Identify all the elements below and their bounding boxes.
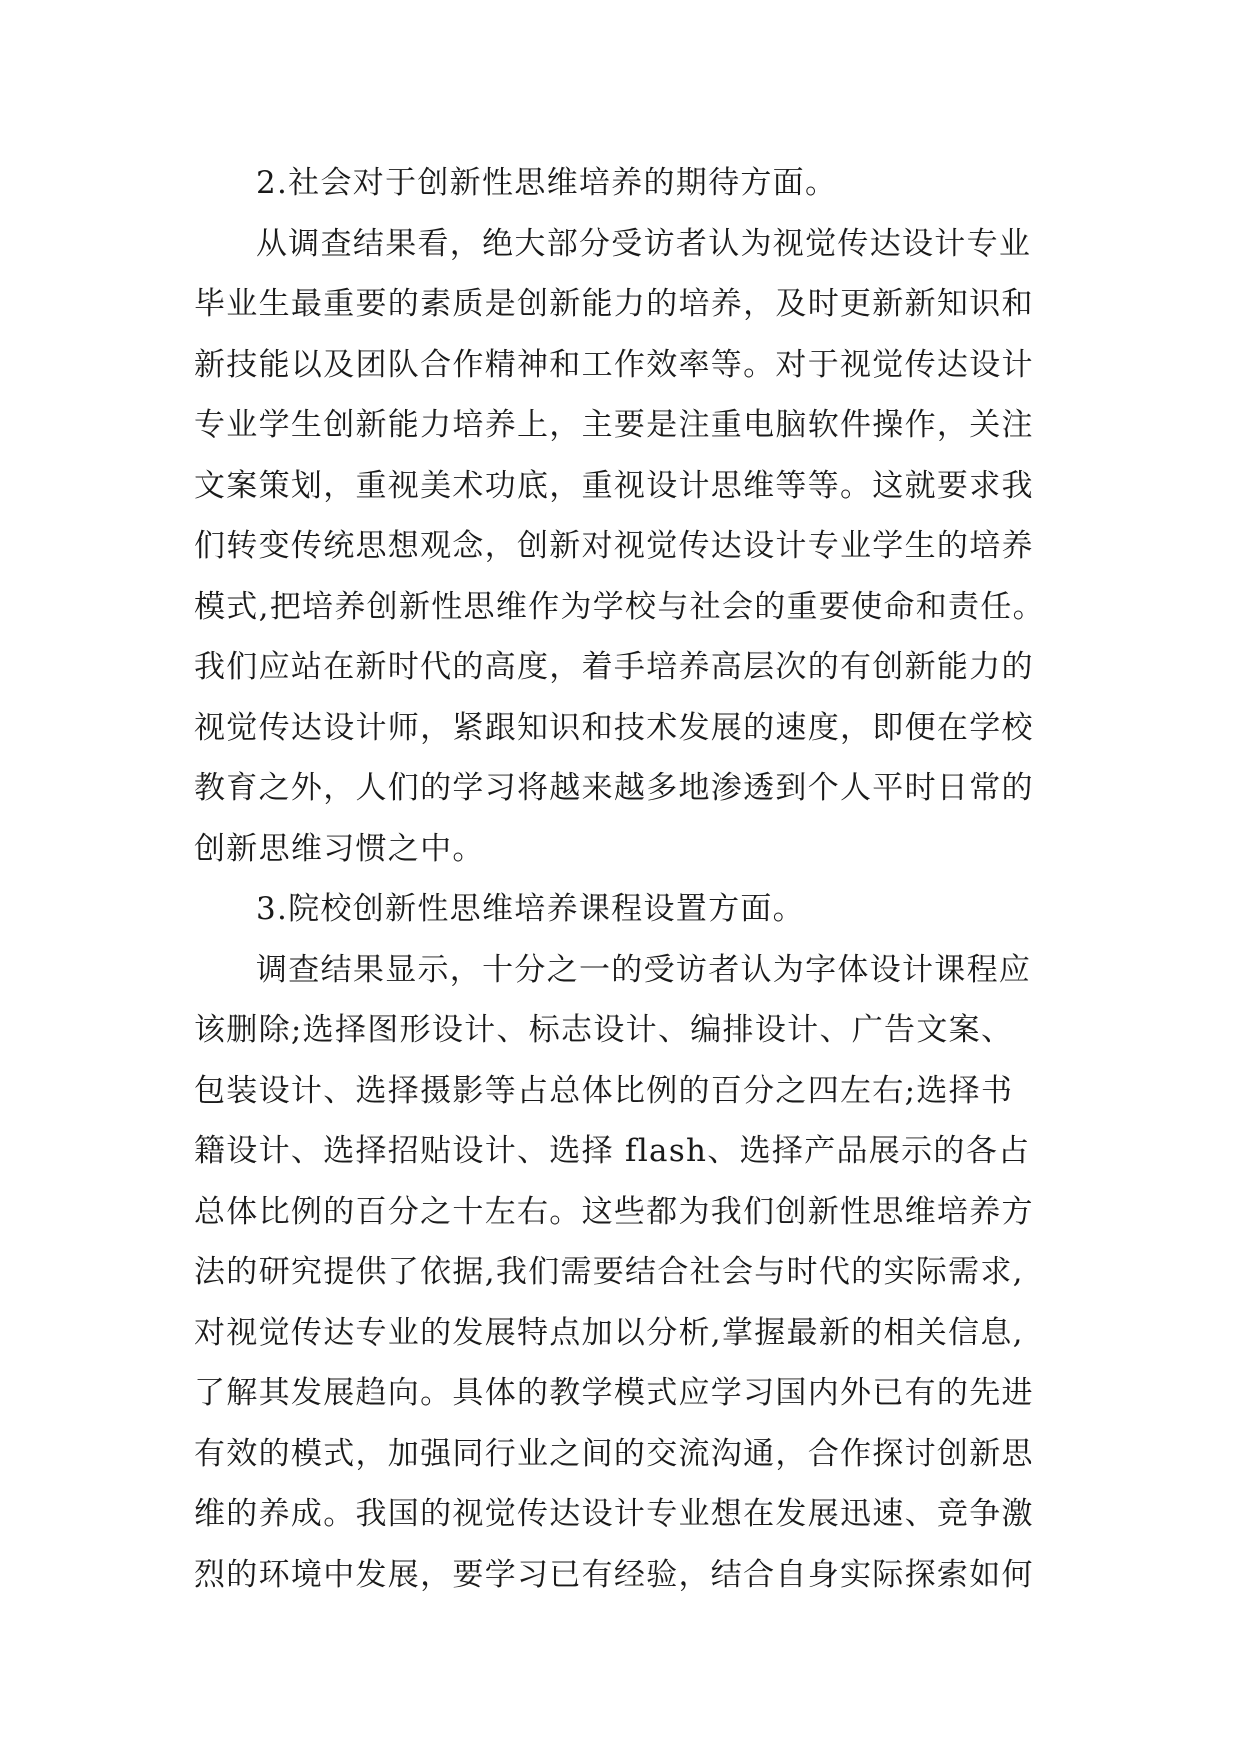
paragraph-line: 文案策划，重视美术功底，重视设计思维等等。这就要求我 bbox=[194, 467, 1034, 504]
paragraph-line: 创新思维习惯之中。 bbox=[194, 830, 485, 867]
paragraph-line: 毕业生最重要的素质是创新能力的培养，及时更新新知识和 bbox=[194, 286, 1034, 322]
paragraph-line: 新技能以及团队合作精神和工作效率等。对于视觉传达设计 bbox=[194, 346, 1034, 383]
paragraph-line: 调查结果显示，十分之一的受访者认为字体设计课程应 bbox=[256, 951, 1032, 988]
body-text bbox=[194, 153, 1058, 1605]
paragraph-line: 我们应站在新时代的高度，着手培养高层次的有创新能力的 bbox=[194, 649, 1034, 685]
section-heading-3: 3.院校创新性思维培养课程设置方面。 bbox=[256, 891, 805, 927]
paragraph-line: 们转变传统思想观念，创新对视觉传达设计专业学生的培养 bbox=[194, 528, 1034, 564]
paragraph-line: 该删除;选择图形设计、标志设计、编排设计、广告文案、 bbox=[194, 1012, 1014, 1048]
paragraph-line: 视觉传达设计师，紧跟知识和技术发展的速度，即便在学校 bbox=[194, 709, 1034, 746]
paragraph-line: 法的研究提供了依据,我们需要结合社会与时代的实际需求, bbox=[194, 1254, 1024, 1290]
paragraph-line: 籍设计、选择招贴设计、选择 flash、选择产品展示的各占 bbox=[194, 1133, 1031, 1169]
paragraph-line: 从调查结果看，绝大部分受访者认为视觉传达设计专业 bbox=[256, 225, 1032, 262]
paragraph-line: 教育之外，人们的学习将越来越多地渗透到个人平时日常的 bbox=[194, 770, 1034, 806]
paragraph-line: 模式,把培养创新性思维作为学校与社会的重要使命和责任。 bbox=[194, 588, 1045, 625]
paragraph-line: 专业学生创新能力培养上，主要是注重电脑软件操作，关注 bbox=[194, 407, 1034, 443]
paragraph-line: 有效的模式，加强同行业之间的交流沟通，合作探讨创新思 bbox=[194, 1435, 1034, 1472]
paragraph-line: 维的养成。我国的视觉传达设计专业想在发展迅速、竞争激 bbox=[194, 1496, 1034, 1532]
paragraph-line: 对视觉传达专业的发展特点加以分析,掌握最新的相关信息, bbox=[194, 1314, 1024, 1351]
section-heading-2: 2.社会对于创新性思维培养的期待方面。 bbox=[256, 165, 838, 201]
paragraph-line: 总体比例的百分之十左右。这些都为我们创新性思维培养方 bbox=[194, 1193, 1034, 1230]
paragraph-line: 了解其发展趋向。具体的教学模式应学习国内外已有的先进 bbox=[194, 1375, 1034, 1411]
paragraph-line: 包装设计、选择摄影等占总体比例的百分之四左右;选择书 bbox=[194, 1072, 1014, 1109]
paragraph-line: 烈的环境中发展，要学习已有经验，结合自身实际探索如何 bbox=[194, 1556, 1034, 1593]
